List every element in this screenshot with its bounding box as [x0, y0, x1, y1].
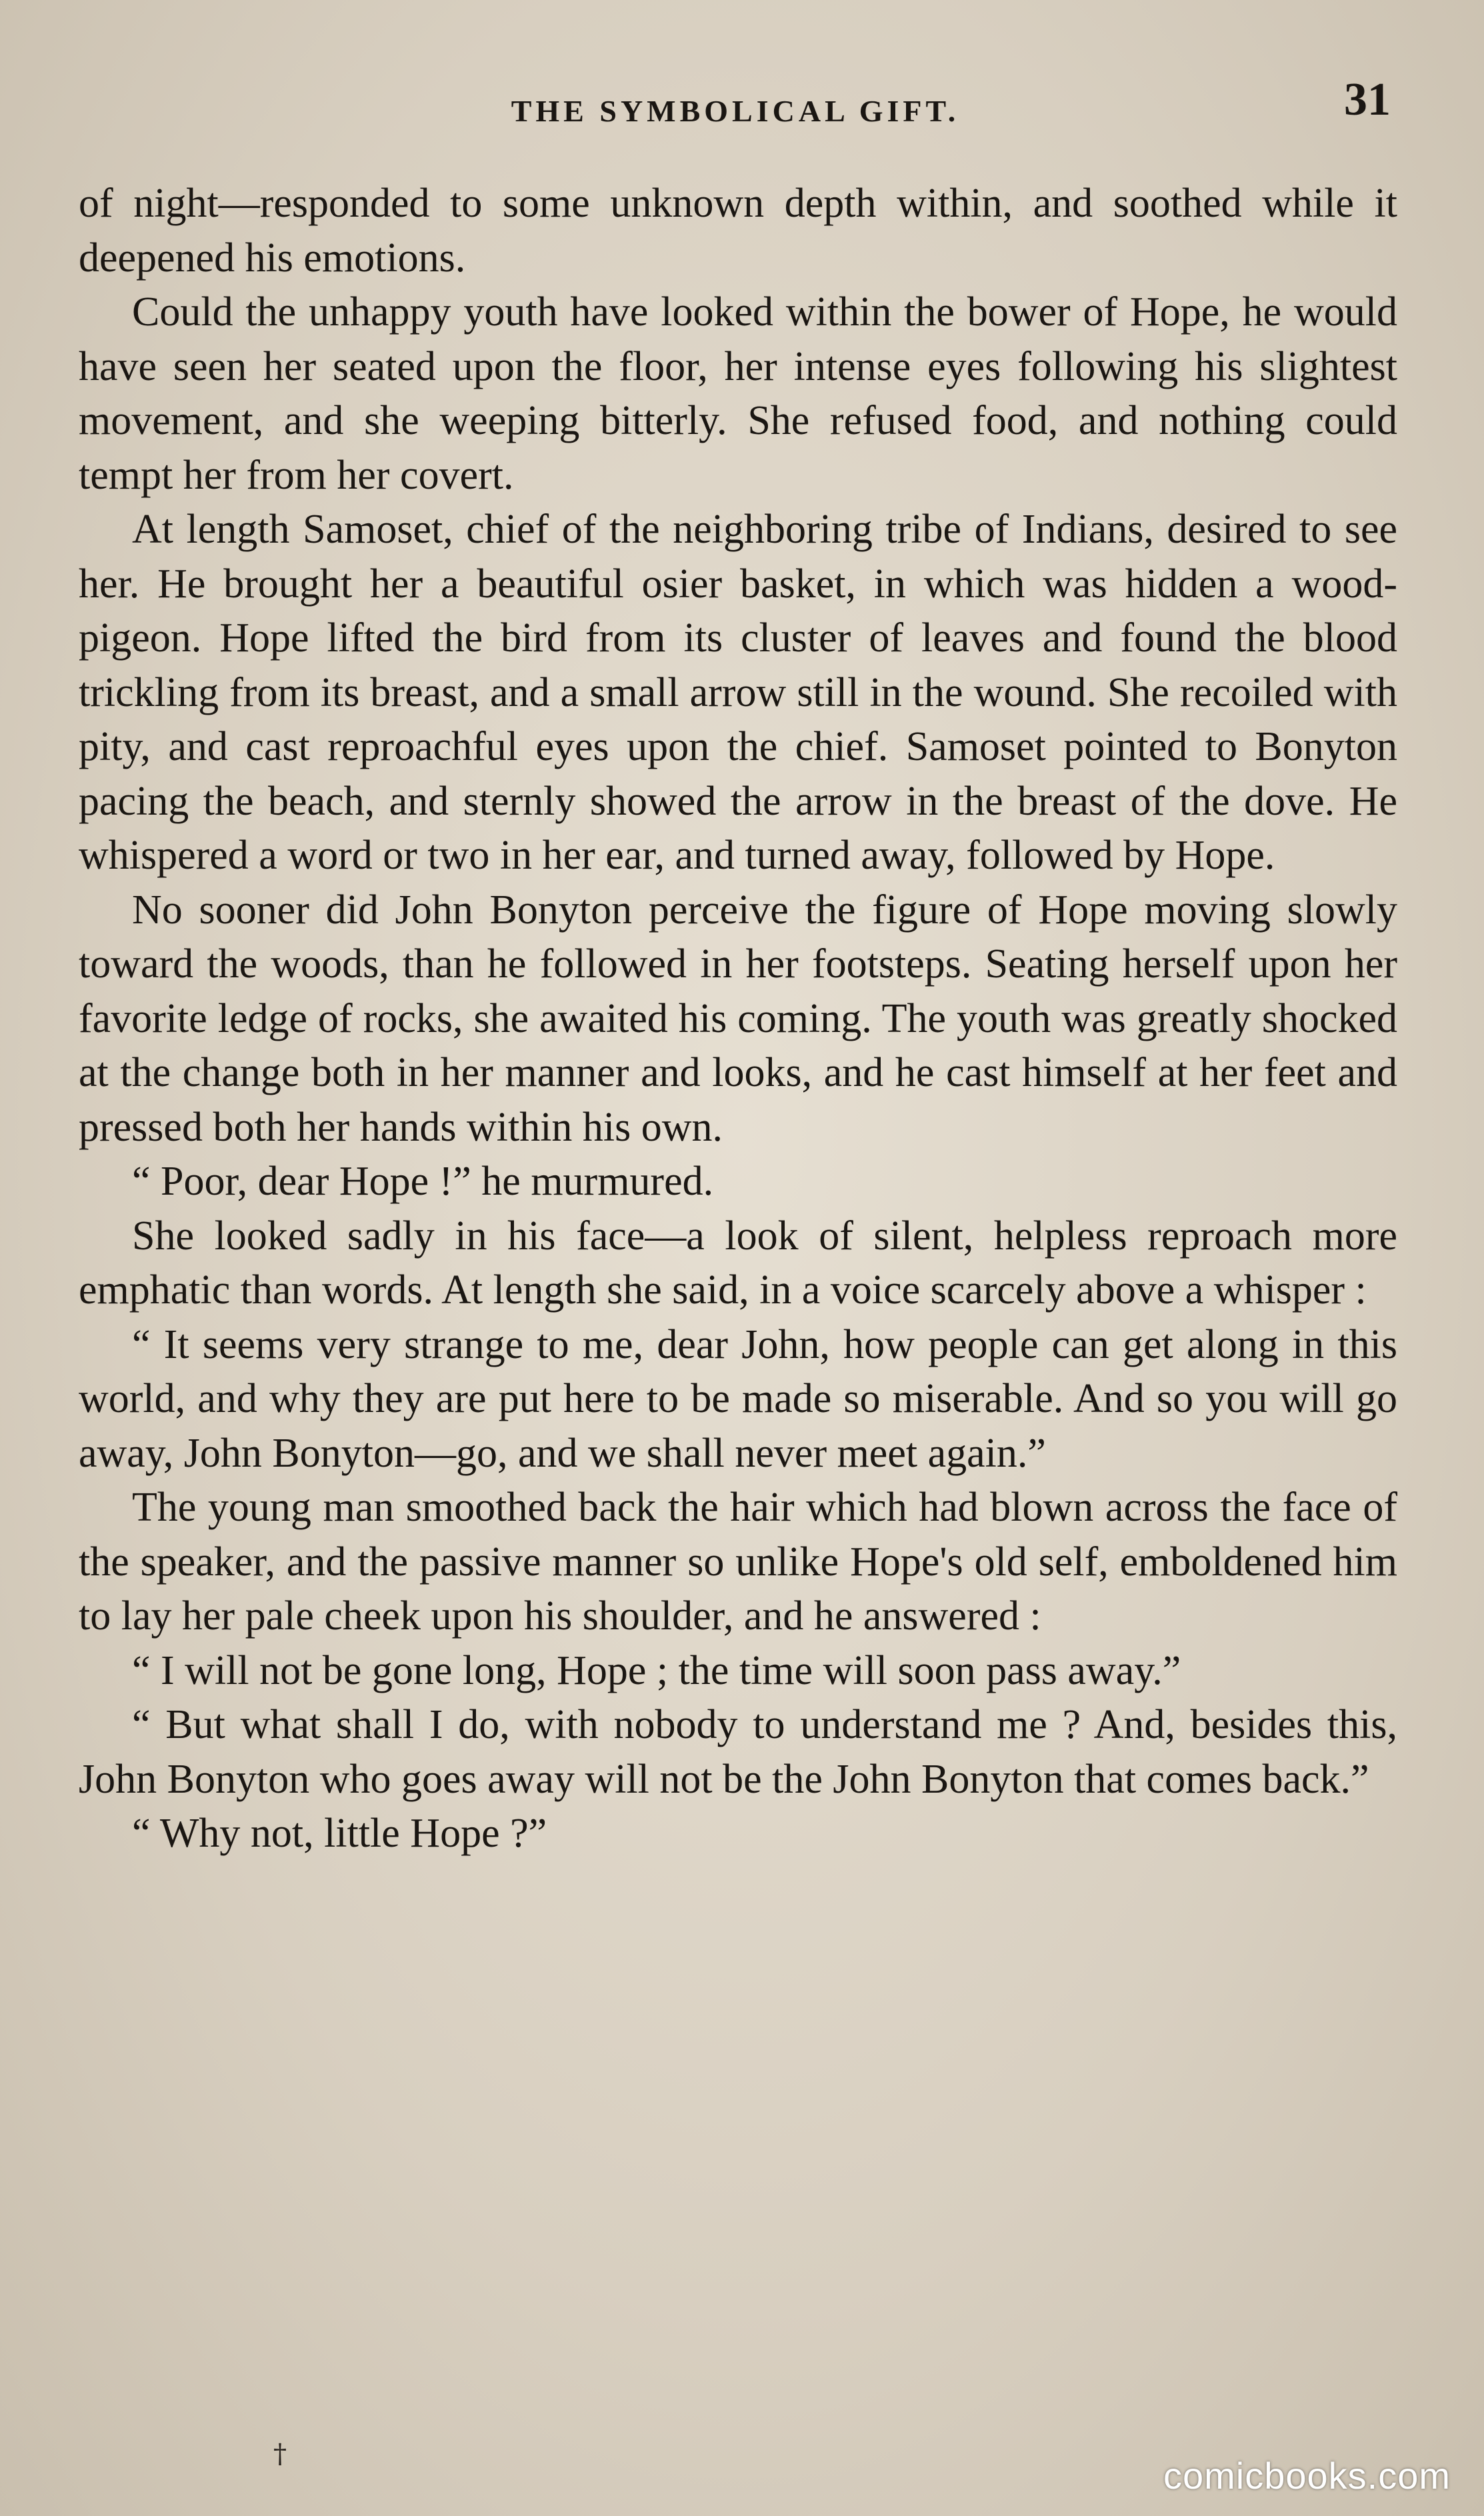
paragraph: “ Why not, little Hope ?” [132, 1811, 547, 1856]
paragraph: At length Samoset, chief of the neighboring tribe of Indians, desired to see her. He brought her a beautiful osier basket, in which was hidden a wood-pigeon. Hope lifted the bird from its cluster of leaves and found the blood trickling from its breast, and a small arrow still in the wound. She recoiled with pity, and cast reproachful eyes upon the chief. Samoset pointed to Bonyton pacing the beach, and sternly showed the arrow in the breast of the dove. He whispered a word or two in her ear, and turned away, followed by Hope. [79, 507, 1397, 878]
paragraph: “ It seems very strange to me, dear John, how people can get along in this world, and why they are put here to be made so miserable. And so you will go away, John Bonyton—go, and we shall never meet again.” [79, 1321, 1397, 1476]
paragraph: “ I will not be gone long, Hope ; the time will soon pass away.” [132, 1647, 1181, 1693]
page-number: 31 [1344, 74, 1391, 125]
watermark: comicbooks.com [1163, 2455, 1451, 2497]
paragraph: of night—responded to some unknown depth within, and soothed while it deepened his emotions. [79, 181, 1397, 281]
printer-mark: † [273, 2439, 287, 2469]
paragraph: “ But what shall I do, with nobody to understand me ? And, besides this, John Bonyton who goes away will not be the John Bonyton that comes back.” [79, 1702, 1397, 1802]
paragraph: No sooner did John Bonyton perceive the figure of Hope moving slowly toward the woods, than he followed in her footsteps. Seating herself upon her favorite ledge of rocks, she awaited his coming. The youth was greatly shocked at the change both in her manner and looks, and he cast himself at her feet and pressed both her hands within his own. [79, 887, 1397, 1150]
paragraph: She looked sadly in his face—a look of silent, helpless reproach more emphatic than words. At length she said, in a voice scarcely above a whisper : [79, 1213, 1397, 1313]
paragraph: The young man smoothed back the hair which had blown across the face of the speaker, and the passive manner so unlike Hope's old self, emboldened him to lay her pale cheek upon his shoulder, and he answered : [79, 1485, 1397, 1639]
paragraph: “ Poor, dear Hope !” he murmured. [132, 1159, 714, 1204]
running-title: THE SYMBOLICAL GIFT. [511, 94, 960, 128]
body-text [79, 177, 1397, 1861]
paragraph: Could the unhappy youth have looked within the bower of Hope, he would have seen her seated upon the floor, her intense eyes following his slightest movement, and she weeping bitterly. She refused food, and nothing could tempt her from her covert. [79, 289, 1397, 498]
page-header [80, 73, 1391, 147]
